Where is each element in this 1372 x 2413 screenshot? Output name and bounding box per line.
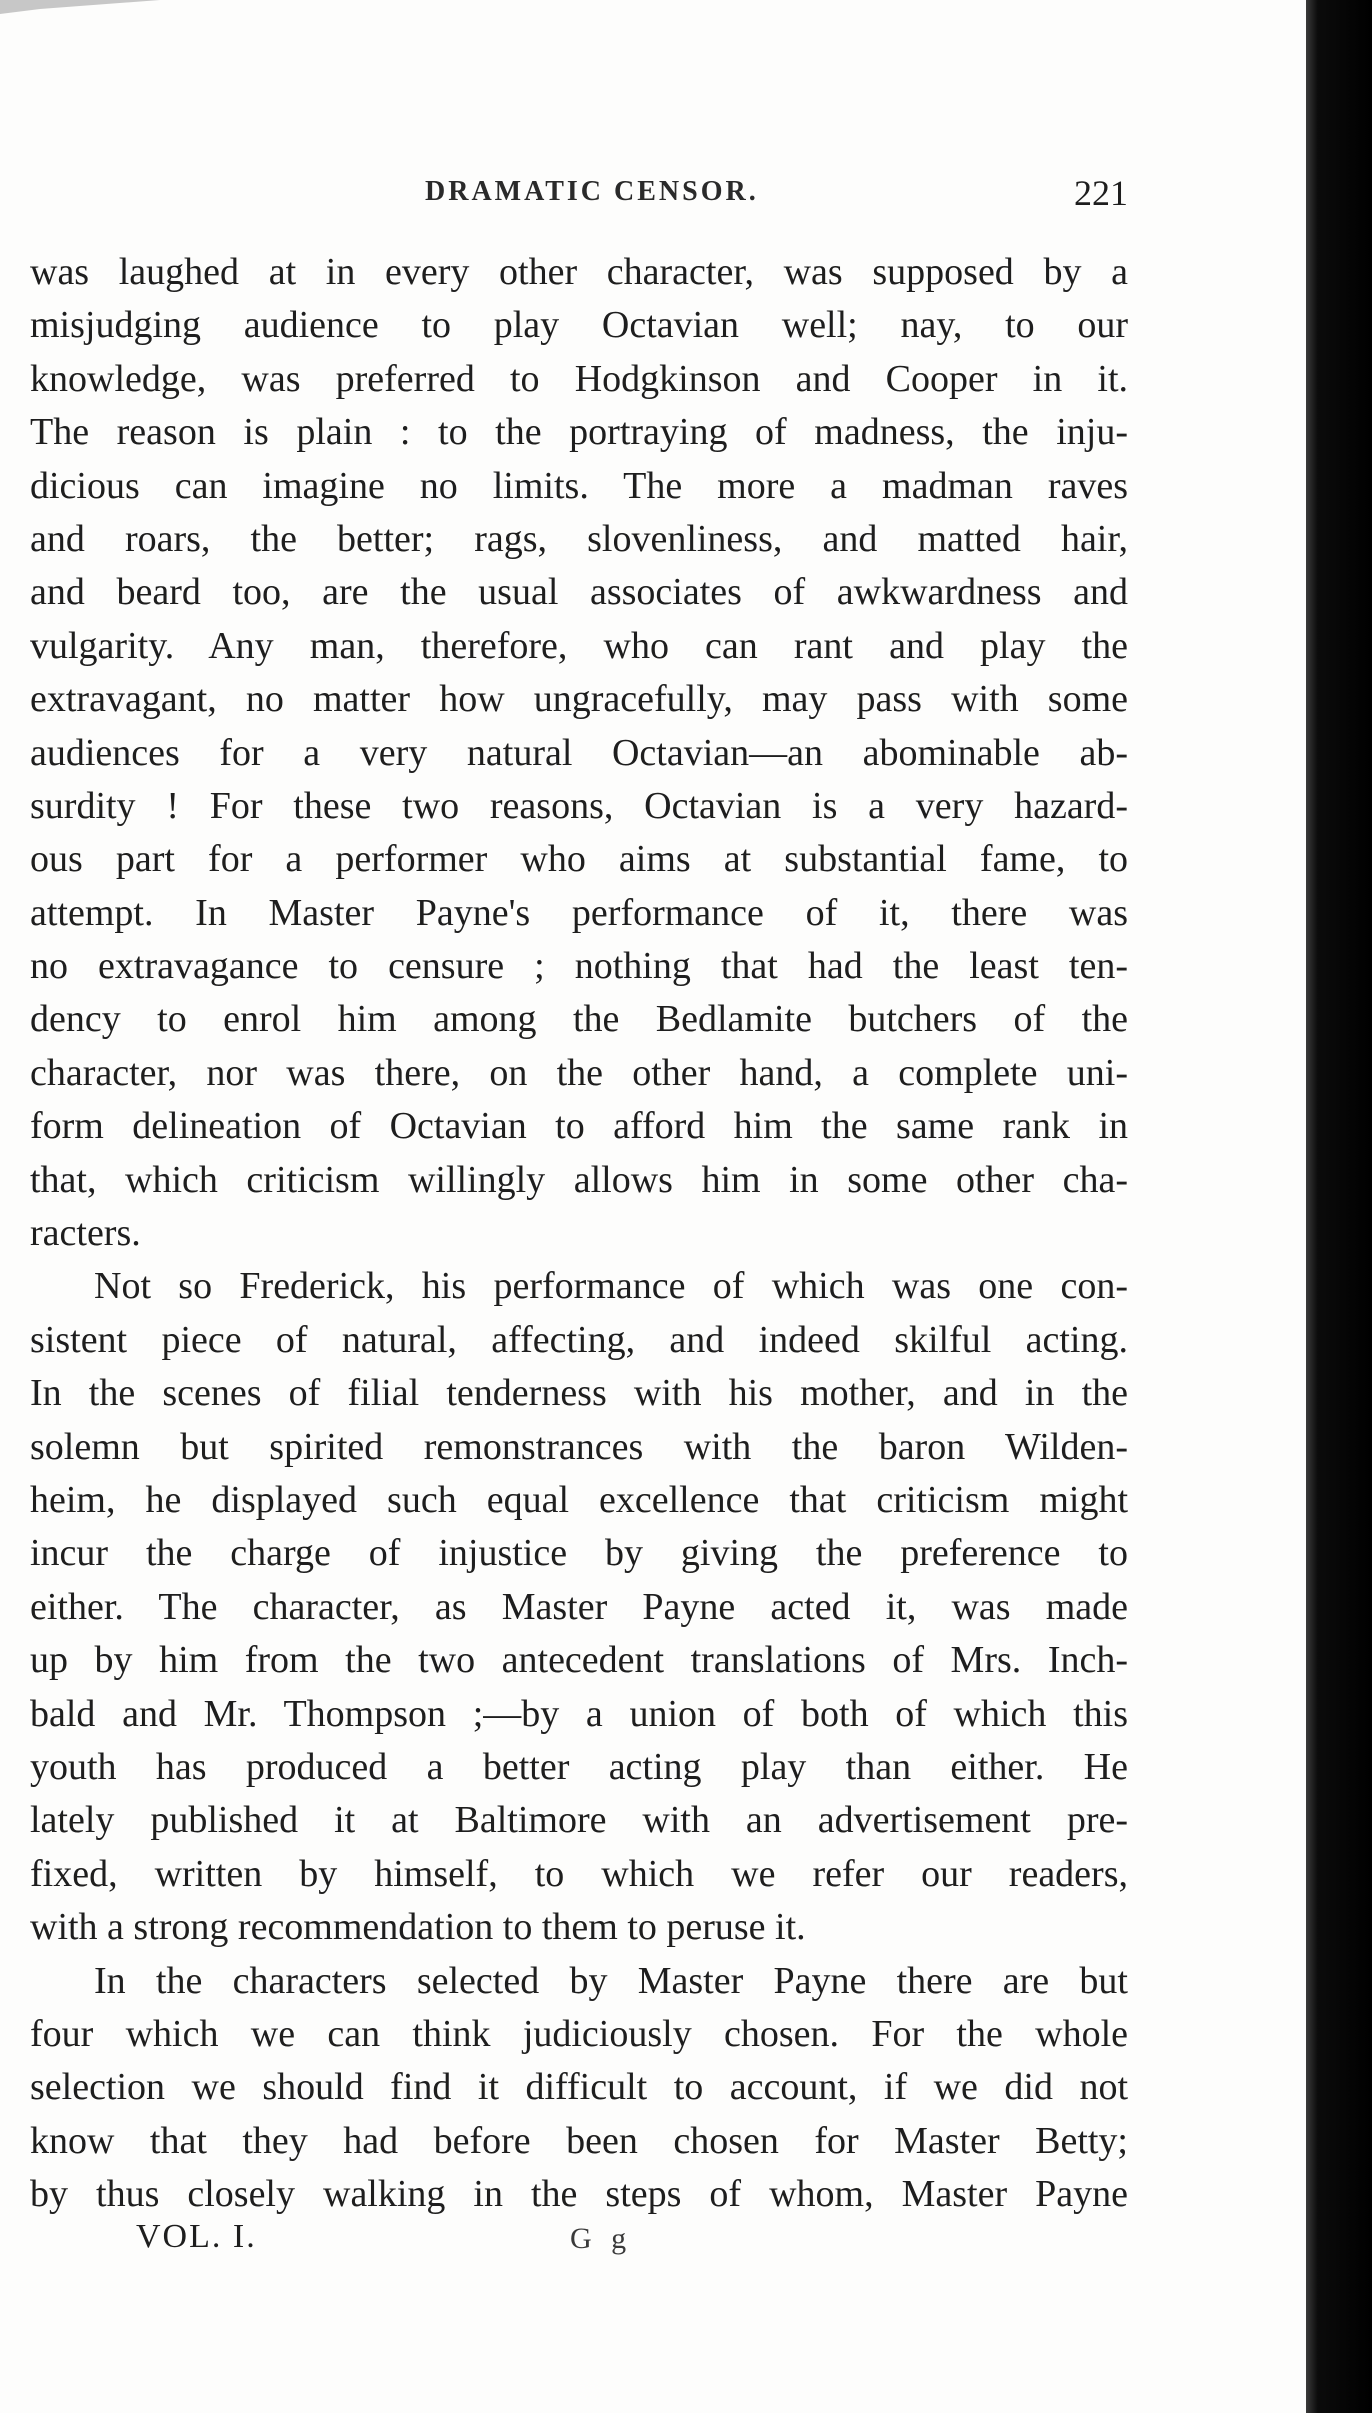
text-line: extravagant, no matter how ungracefully, may pass with some [30, 678, 1128, 721]
scan-dark-edge [1306, 0, 1372, 2413]
running-head [30, 172, 1128, 216]
text-line: was laughed at in every other character, was supposed by a [30, 251, 1128, 293]
text-line: lately published it at Baltimore with an advertisement pre- [30, 1799, 1128, 1842]
text-line: by thus closely walking in the steps of whom, Master Payne [30, 2173, 1128, 2216]
text-line: audiences for a very natural Octavian—an abominable ab- [30, 731, 1128, 774]
text-line: misjudging audience to play Octavian well; nay, to our [30, 304, 1128, 347]
text-line: know that they had before been chosen for Master Betty; [30, 2119, 1128, 2162]
text-line: that, which criticism willingly allows him in some other cha- [30, 1158, 1128, 1201]
body-text [30, 246, 1128, 2221]
text-line: incur the charge of injustice by giving the preference to [30, 1532, 1128, 1575]
text-line: In the characters selected by Master Payne there are but [94, 1959, 1128, 2002]
page-number: 221 [1074, 173, 1128, 213]
text-line: The reason is plain : to the portraying of madness, the inju- [30, 411, 1128, 454]
text-line: racters. [30, 1212, 141, 1255]
text-line: knowledge, was preferred to Hodgkinson and Cooper in it. [30, 357, 1128, 400]
text-line: sistent piece of natural, affecting, and indeed skilful acting. [30, 1318, 1128, 1361]
text-line: attempt. In Master Payne's performance of it, there was [30, 891, 1128, 934]
text-line: solemn but spirited remonstrances with the baron Wilden- [30, 1425, 1128, 1468]
text-line: four which we can think judiciously chosen. For the whole [30, 2012, 1128, 2055]
text-line: character, nor was there, on the other hand, a complete uni- [30, 1051, 1128, 1094]
volume-marker: VOL. I. [136, 2218, 257, 2255]
text-line: ous part for a performer who aims at substantial fame, to [30, 838, 1128, 881]
signature-mark: G g [570, 2222, 633, 2255]
text-line: Not so Frederick, his performance of which was one con- [94, 1265, 1128, 1308]
text-line: selection we should find it difficult to account, if we did not [30, 2066, 1128, 2109]
text-line: and beard too, are the usual associates of awkwardness and [30, 571, 1128, 614]
page-footer [30, 2218, 1128, 2268]
text-line: fixed, written by himself, to which we refer our readers, [30, 1852, 1128, 1895]
scan-smudge-mark [0, 0, 160, 18]
text-line: heim, he displayed such equal excellence that criticism might [30, 1478, 1128, 1521]
text-line: either. The character, as Master Payne acted it, was made [30, 1585, 1128, 1628]
text-line: vulgarity. Any man, therefore, who can rant and play the [30, 624, 1128, 667]
text-line: dency to enrol him among the Bedlamite butchers of the [30, 998, 1128, 1041]
text-line: surdity ! For these two reasons, Octavian is a very hazard- [30, 784, 1128, 827]
text-line: with a strong recommendation to them to peruse it. [30, 1906, 806, 1949]
text-line: bald and Mr. Thompson ;—by a union of both of which this [30, 1692, 1128, 1735]
text-line: up by him from the two antecedent translations of Mrs. Inch- [30, 1639, 1128, 1682]
running-head-title: DRAMATIC CENSOR. [425, 176, 759, 207]
text-line: form delineation of Octavian to afford him the same rank in [30, 1105, 1128, 1148]
text-line: In the scenes of filial tenderness with his mother, and in the [30, 1372, 1128, 1415]
text-line: dicious can imagine no limits. The more a madman raves [30, 464, 1128, 507]
text-line: no extravagance to censure ; nothing that had the least ten- [30, 945, 1128, 988]
text-line: youth has produced a better acting play than either. He [30, 1745, 1128, 1788]
text-line: and roars, the better; rags, slovenliness, and matted hair, [30, 517, 1128, 560]
